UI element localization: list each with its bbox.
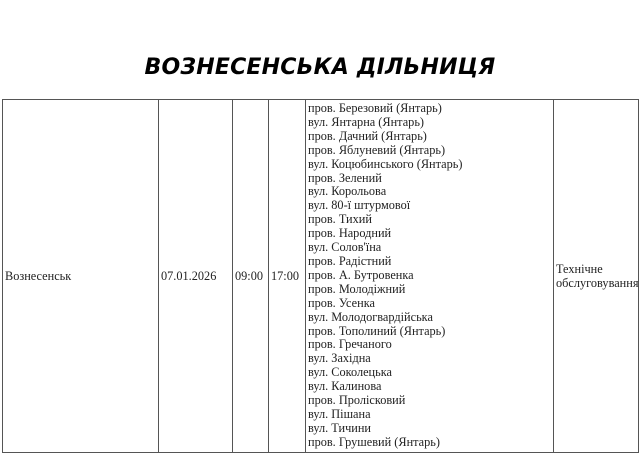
street-item: вул. Корольова	[308, 184, 387, 199]
street-item: пров. А. Бутровенка	[308, 267, 414, 282]
street-item: вул. Молодогвардійська	[308, 309, 433, 324]
streets-list	[308, 102, 551, 450]
street-item: вул. Соколецька	[308, 365, 392, 380]
street-item: пров. Яблуневий (Янтарь)	[308, 142, 446, 157]
end-time-cell: 17:00	[269, 100, 306, 453]
work-type-line: обслуговування	[556, 276, 639, 290]
street-item: вул. Західна	[308, 351, 371, 366]
street-item: вул. Пішана	[308, 406, 371, 421]
street-item: вул. Калинова	[308, 379, 382, 394]
street-item: вул. 80-ї штурмової	[308, 198, 411, 213]
street-item: пров. Усенка	[308, 295, 375, 310]
street-item: пров. Радістний	[308, 253, 392, 268]
street-item: пров. Тополиний (Янтарь)	[308, 323, 446, 338]
street-item: пров. Пролісковий	[308, 393, 406, 408]
street-item: пров. Тихий	[308, 212, 372, 227]
outage-schedule-table	[2, 99, 639, 453]
date-cell: 07.01.2026	[159, 100, 233, 453]
street-item: пров. Молодіжний	[308, 281, 406, 296]
street-item: пров. Зелений	[308, 170, 382, 185]
street-item: вул. Тичини	[308, 420, 371, 435]
settlement-cell: Вознесенськ	[3, 100, 159, 453]
streets-cell	[306, 100, 554, 453]
street-item: пров. Грушевий (Янтарь)	[308, 434, 440, 449]
work-type-line: Технічне	[556, 262, 603, 276]
street-item: вул. Коцюбинського (Янтарь)	[308, 156, 463, 171]
street-item: пров. Березовий (Янтарь)	[308, 101, 442, 115]
street-item: пров. Гречаного	[308, 337, 392, 352]
table-row	[3, 100, 639, 453]
street-item: пров. Народний	[308, 226, 392, 241]
start-time-cell: 09:00	[233, 100, 269, 453]
page-title: ВОЗНЕСЕНСЬКА ДІЛЬНИЦЯ	[144, 55, 496, 80]
work-type-cell	[554, 100, 639, 453]
street-item: вул. Солов'їна	[308, 240, 382, 255]
street-item: пров. Дачний (Янтарь)	[308, 128, 427, 143]
street-item: вул. Янтарна (Янтарь)	[308, 114, 425, 129]
